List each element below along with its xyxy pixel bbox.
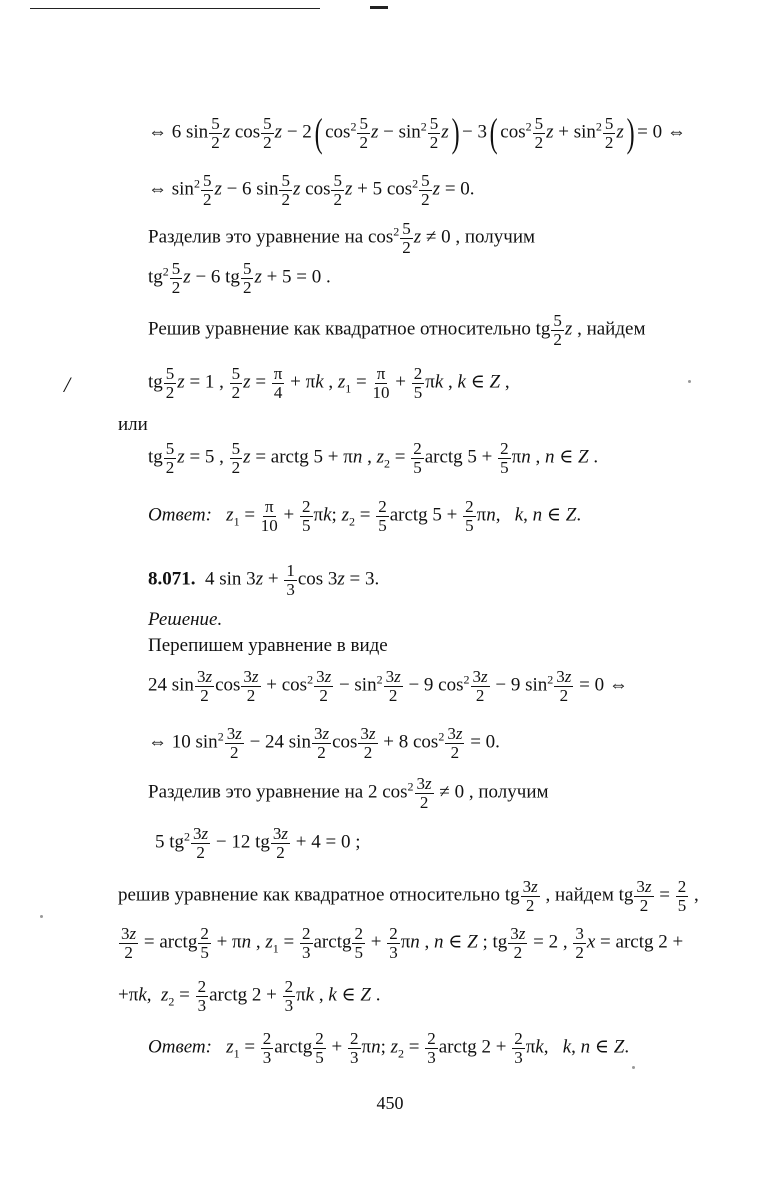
problem-8-071: 8.071. 4 sin 3z + $\frac{1}{3}$ cos 3z = 3. <box>148 561 380 599</box>
rewrite-text: Перепишем уравнение в виде <box>148 635 388 656</box>
equation-line-1: ⇔ 6 sin $\frac{5}{2}$ z cos $\frac{5}{2}$ z − 2( $\cos^2$ $\frac{5}{2}$ $z - \sin^2$ $\frac{5}{2}$ z) − 3( $\cos^2$ $\frac{5}{2}$ $z + \sin^2$ $\frac{5}{2}$ z) = 0 ⇔ <box>148 110 686 156</box>
solution-line-3: $\frac{3z}{2}$ = arctg $\frac{2}{5}$ + πn , $z_1$ = $\frac{2}{3}$ arctg $\frac{2}{5}$ + $\frac{2}{3}$ πn , n ∈ Z ; tg $\frac{3z}{2}$ = 2 , $\frac{3}{2}$ x = arctg 2 + <box>121 924 684 962</box>
equation-tg-1: $tg^2$ $\frac{5}{2}$ z − 6 tg $\frac{5}{2}$ z + 5 = 0 . <box>148 259 331 297</box>
scan-speck <box>688 380 691 383</box>
answer-2: Ответ: $z_1$ = $\frac{2}{3}$ arctg $\frac{2}{5}$ + $\frac{2}{3}$ πn; $z_2$ = $\frac{2}{3}$ arctg 2 + $\frac{2}{3}$ πk, k, n ∈ Z. <box>148 1029 630 1067</box>
solution-label: Решение. <box>148 609 223 630</box>
scan-speck <box>40 915 43 918</box>
solution-line-2: tg $\frac{5}{2}$ z = 5 , $\frac{5}{2}$ z = arctg 5 + πn , $z_2$ = $\frac{2}{5}$ arctg 5 + $\frac{2}{5}$ πn , n ∈ Z . <box>148 439 599 477</box>
solution-line-1: tg $\frac{5}{2}$ z = 1 , $\frac{5}{2}$ z = $\frac{\pi}{4}$ + πk , $z_1$ = $\frac{\pi}{10}$ + $\frac{2}{5}$ πk , k ∈ Z , <box>148 364 510 402</box>
dividing-text-2: Разделив это уравнение на 2 $\cos^2$ $\frac{3z}{2}$ ≠ 0 , получим <box>148 774 549 812</box>
margin-mark: / <box>64 372 71 397</box>
equation-line-2: ⇔ $\sin^2$ $\frac{5}{2}$ z − 6 sin $\frac{5}{2}$ z cos $\frac{5}{2}$ z + 5 $\cos^2$ $\frac{5}{2}$ z = 0. <box>148 171 475 209</box>
equation-tg-2: 5 $tg^2$ $\frac{3z}{2}$ − 12 tg $\frac{3z}{2}$ + 4 = 0 ; <box>155 824 361 862</box>
page-number: 450 <box>376 1093 404 1113</box>
solution-line-4: +πk, $z_2$ = $\frac{2}{3}$ arctg 2 + $\frac{2}{3}$ πk , k ∈ Z . <box>118 977 381 1015</box>
scan-speck <box>632 1066 635 1069</box>
dividing-text-1: Разделив это уравнение на $\cos^2$ $\frac{5}{2}$ z ≠ 0 , получим <box>148 219 536 257</box>
answer-1: Ответ: $z_1$ = $\frac{\pi}{10}$ + $\frac{2}{5}$ πk; $z_2$ = $\frac{2}{5}$ arctg 5 + $\frac{2}{5}$ πn, k, n ∈ Z. <box>148 497 582 535</box>
equation-line-4: ⇔ 10 $\sin^2$ $\frac{3z}{2}$ − 24 sin $\frac{3z}{2}$ cos $\frac{3z}{2}$ + 8 $\cos^2$ $\frac{3z}{2}$ = 0. <box>148 724 500 762</box>
equation-line-3: 24 sin $\frac{3z}{2}$ cos $\frac{3z}{2}$ + $\cos^2$ $\frac{3z}{2}$ − $\sin^2$ $\frac{3z}{2}$ − 9 $\cos^2$ $\frac{3z}{2}$ − 9 $\sin^2$ $\frac{3z}{2}$ = 0 ⇔ <box>148 667 628 705</box>
solve-text-2: решив уравнение как квадратное относительно tg $\frac{3z}{2}$ , найдем tg $\frac{3z}{2}$ = $\frac{2}{5}$ , <box>118 877 699 915</box>
or-text: или <box>118 414 148 435</box>
solve-text-1: Решив уравнение как квадратное относительно tg $\frac{5}{2}$ z , найдем <box>148 311 646 349</box>
header-mark <box>370 6 388 9</box>
header-rule <box>30 8 320 9</box>
